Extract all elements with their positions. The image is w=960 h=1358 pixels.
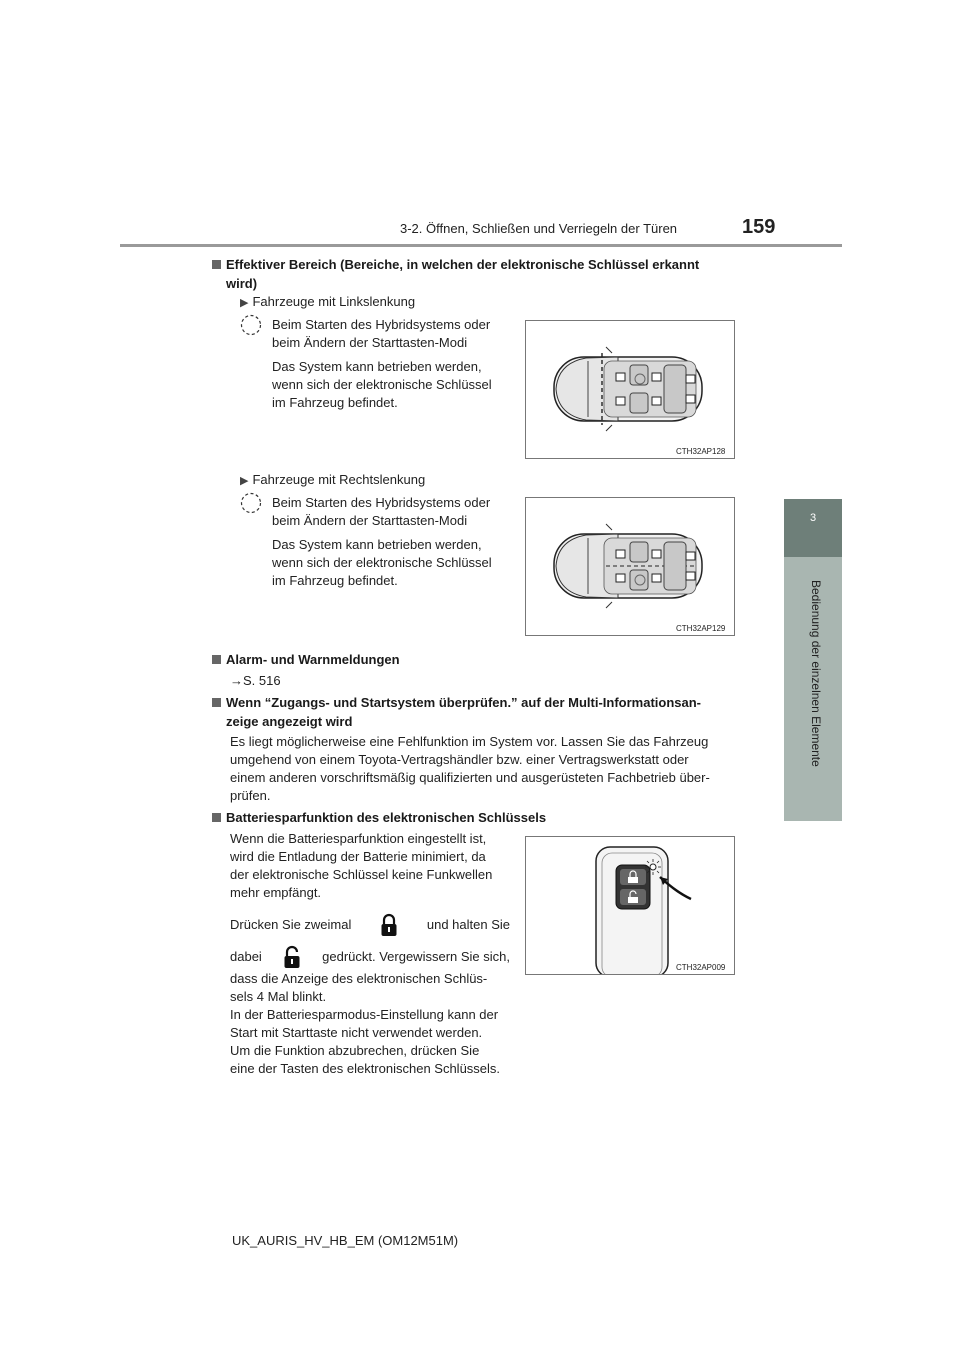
text-line: In der Batteriesparmodus-Einstellung kann der <box>230 1007 499 1022</box>
effective-range-heading <box>212 255 754 293</box>
text-line: Das System kann betrieben werden, <box>272 537 482 552</box>
check-system-text <box>230 733 746 805</box>
bullet-square-icon <box>212 813 221 822</box>
lhd-car-figure <box>525 320 735 459</box>
text-line: wenn sich der elektronische Schlüssel <box>272 555 492 570</box>
alarms-reference[interactable] <box>230 672 281 690</box>
text-span: Drücken Sie zweimal <box>230 917 352 932</box>
car-top-view-rhd-image <box>526 498 734 635</box>
heading-text: Alarm- und Warnmeldungen <box>226 652 400 667</box>
chapter-number: 3 <box>809 512 817 524</box>
text-line: im Fahrzeug befindet. <box>272 573 398 588</box>
text-line: Das System kann betrieben werden, <box>272 359 482 374</box>
model-code-footer: UK_AURIS_HV_HB_EM (OM12M51M) <box>232 1233 459 1248</box>
text-line: eine der Tasten des elektronischen Schlüssels. <box>230 1061 501 1076</box>
check-system-heading <box>212 693 754 731</box>
text-line: Start mit Starttaste nicht verwendet werden. <box>230 1025 483 1040</box>
text-line: umgehend von einem Toyota-Vertragshändler bzw. einer Vertragswerkstatt oder <box>230 752 689 767</box>
reference-arrow: → <box>230 673 243 688</box>
heading-line: wird) <box>226 276 258 291</box>
bullet-square-icon <box>212 698 221 707</box>
heading-line: zeige angezeigt wird <box>226 714 353 729</box>
figure-code: CTH32AP128 <box>676 447 726 456</box>
rhd-title-text: Fahrzeuge mit Rechtslenkung <box>252 472 426 487</box>
text-line: Beim Starten des Hybridsystems oder <box>272 317 491 332</box>
text-span: gedrückt. Vergewissern Sie sich, <box>322 949 510 964</box>
section-title: 3-2. Öffnen, Schließen und Verriegeln der Türen <box>400 221 678 236</box>
text-line: Wenn die Batteriesparfunktion eingestellt ist, <box>230 831 487 846</box>
lhd-title-text: Fahrzeuge mit Linkslenkung <box>252 294 416 309</box>
figure-code: CTH32AP009 <box>676 963 726 972</box>
chapter-title: Bedienung der einzelnen Elemente <box>809 580 823 767</box>
text-line: sels 4 Mal blinkt. <box>230 989 327 1004</box>
text-line: im Fahrzeug befindet. <box>272 395 398 410</box>
bullet-square-icon <box>212 260 221 269</box>
bullet-square-icon <box>212 655 221 664</box>
battery-saving-heading <box>212 808 546 827</box>
text-line: beim Ändern der Starttasten-Modi <box>272 335 468 350</box>
lock-icon <box>380 913 398 937</box>
heading-text: Batteriesparfunktion des elektronischen Schlüssels <box>226 810 547 825</box>
press-twice-line <box>230 912 510 938</box>
text-line: Um die Funktion abzubrechen, drücken Sie <box>230 1043 480 1058</box>
dashed-circle-icon <box>240 314 262 336</box>
text-line: der elektronische Schlüssel keine Funkwellen <box>230 867 493 882</box>
text-line: beim Ändern der Starttasten-Modi <box>272 513 468 528</box>
header-divider <box>120 244 842 247</box>
lhd-description <box>272 316 508 412</box>
car-top-view-lhd-image <box>526 321 734 458</box>
unlock-icon <box>283 945 301 969</box>
text-span: dabei <box>230 949 262 964</box>
text-line: wenn sich der elektronische Schlüssel <box>272 377 492 392</box>
key-figure <box>525 836 735 975</box>
text-span: und halten Sie <box>426 917 510 932</box>
chapter-tab <box>784 499 842 557</box>
text-line: mehr empfängt. <box>230 885 322 900</box>
page-number: 159 <box>742 216 776 238</box>
heading-line: Wenn “Zugangs- und Startsystem überprüfen.” auf der Multi-Informationsan- <box>226 695 702 710</box>
battery-saving-text <box>230 830 510 1078</box>
figure-code: CTH32AP129 <box>676 624 726 633</box>
lhd-title <box>240 293 415 312</box>
rhd-car-figure <box>525 497 735 636</box>
text-line: Es liegt möglicherweise eine Fehlfunktion im System vor. Lassen Sie das Fahrzeug <box>230 734 709 749</box>
text-line: wird die Entladung der Batterie minimiert, da <box>230 849 486 864</box>
text-line: Beim Starten des Hybridsystems oder <box>272 495 491 510</box>
triangle-right-icon: ▶ <box>240 297 249 309</box>
text-line: dass die Anzeige des elektronischen Schlüs- <box>230 971 488 986</box>
rhd-title <box>240 471 425 490</box>
text-line: prüfen. <box>230 788 271 803</box>
triangle-right-icon: ▶ <box>240 475 249 487</box>
dashed-circle-icon <box>240 492 262 514</box>
hold-line <box>230 944 510 970</box>
rhd-description <box>272 494 508 590</box>
electronic-key-image <box>526 837 734 974</box>
page-reference-link[interactable]: S. 516 <box>243 673 281 688</box>
text-line: einem anderen vorschriftsmäßig qualifizierten und ausgerüsteten Fachbetrieb über- <box>230 770 710 785</box>
alarms-heading <box>212 650 400 669</box>
heading-line: Effektiver Bereich (Bereiche, in welchen der elektronische Schlüssel erkannt <box>226 257 700 272</box>
